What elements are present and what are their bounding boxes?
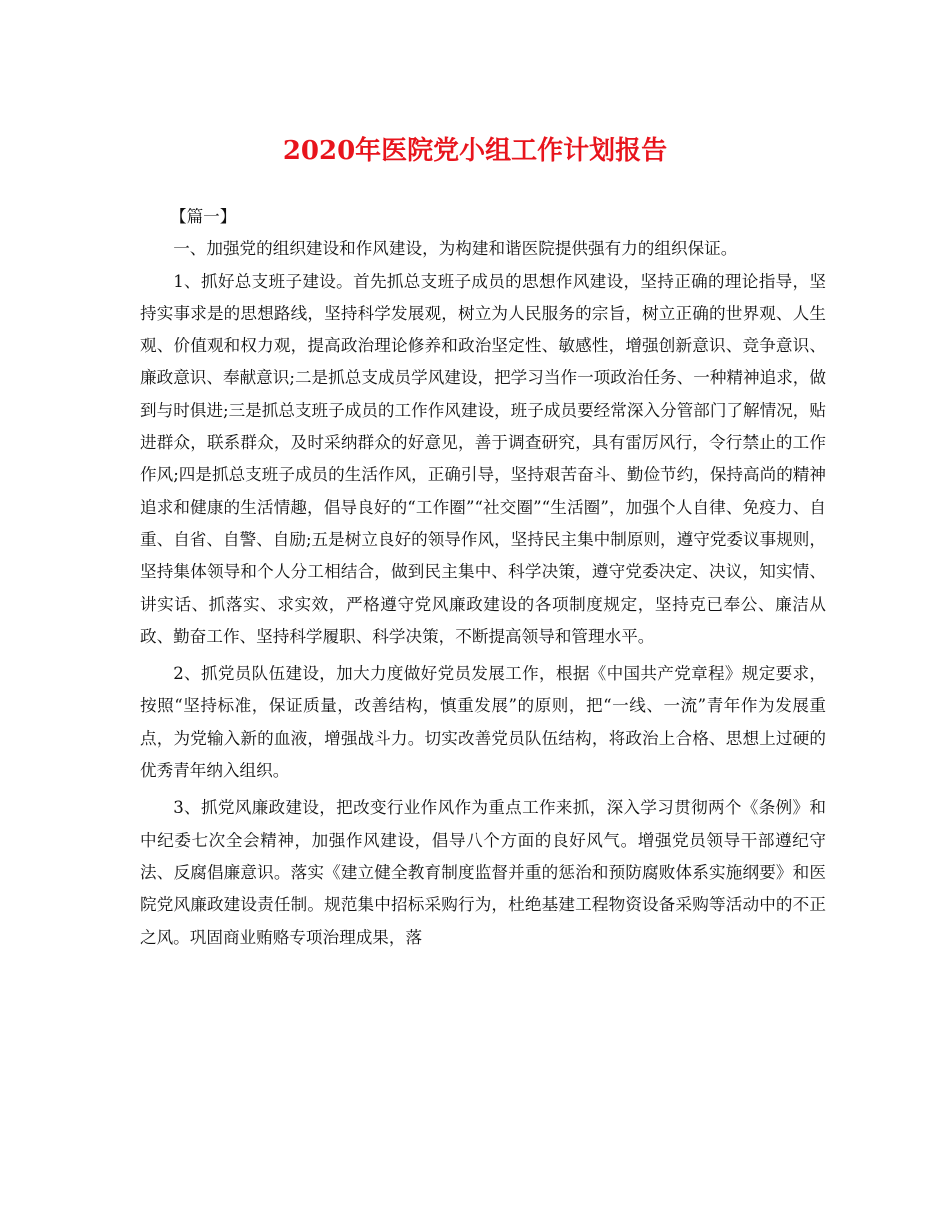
- document-body: [140, 201, 826, 954]
- paragraph-item-1: 1、抓好总支班子建设。首先抓总支班子成员的思想作风建设，坚持正确的理论指导，坚持实事求是的思想路线，坚持科学发展观，树立为人民服务的宗旨，树立正确的世界观、人生观、价值观和权力观，提高政治理论修养和政治坚定性、敏感性，增强创新意识、竞争意识、廉政意识、奉献意识;二是抓总支成员学风建设，把学习当作一项政治任务、一种精神追求，做到与时俱进;三是抓总支班子成员的工作作风建设，班子成员要经常深入分管部门了解情况，贴进群众，联系群众，及时采纳群众的好意见，善于调查研究，具有雷厉风行，令行禁止的工作作风;四是抓总支班子成员的生活作风，正确引导，坚持艰苦奋斗、勤俭节约，保持高尚的精神追求和健康的生活情趣，倡导良好的“工作圈”“社交圈”“生活圈”，加强个人自律、免疫力、自重、自省、自警、自励;五是树立良好的领导作风，坚持民主集中制原则，遵守党委议事规则，坚持集体领导和个人分工相结合，做到民主集中、科学决策，遵守党委决定、决议，知实情、讲实话、抓落实、求实效，严格遵守党风廉政建设的各项制度规定，坚持克已奉公、廉洁从政、勤奋工作、坚持科学履职、科学决策，不断提高领导和管理水平。: [140, 271, 826, 646]
- paragraph-item-3: 3、抓党风廉政建设，把改变行业作风作为重点工作来抓，深入学习贯彻两个《条例》和中纪委七次全会精神，加强作风建设，倡导八个方面的良好风气。增强党员领导干部遵纪守法、反腐倡廉意识。落实《建立健全教育制度监督并重的惩治和预防腐败体系实施纲要》和医院党风廉政建设责任制。规范集中招标采购行为，杜绝基建工程物资设备采购等活动中的不正之风。巩固商业贿赂专项治理成果，落: [140, 798, 826, 947]
- document-title: 2020年医院党小组工作计划报告: [282, 136, 668, 166]
- section-label: 【篇一】: [170, 207, 237, 226]
- paragraph-section-heading: 一、加强党的组织建设和作风建设，为构建和谐医院提供强有力的组织保证。: [173, 239, 738, 259]
- paragraph-item-2: 2、抓党员队伍建设，加大力度做好党员发展工作，根据《中国共产党章程》规定要求，按照“坚持标准，保证质量，改善结构，慎重发展”的原则，把“一线、一流”青年作为发展重点，为党输入新的血液，增强战斗力。切实改善党员队伍结构，将政治上合格、思想上过硬的优秀青年纳入组织。: [140, 664, 826, 781]
